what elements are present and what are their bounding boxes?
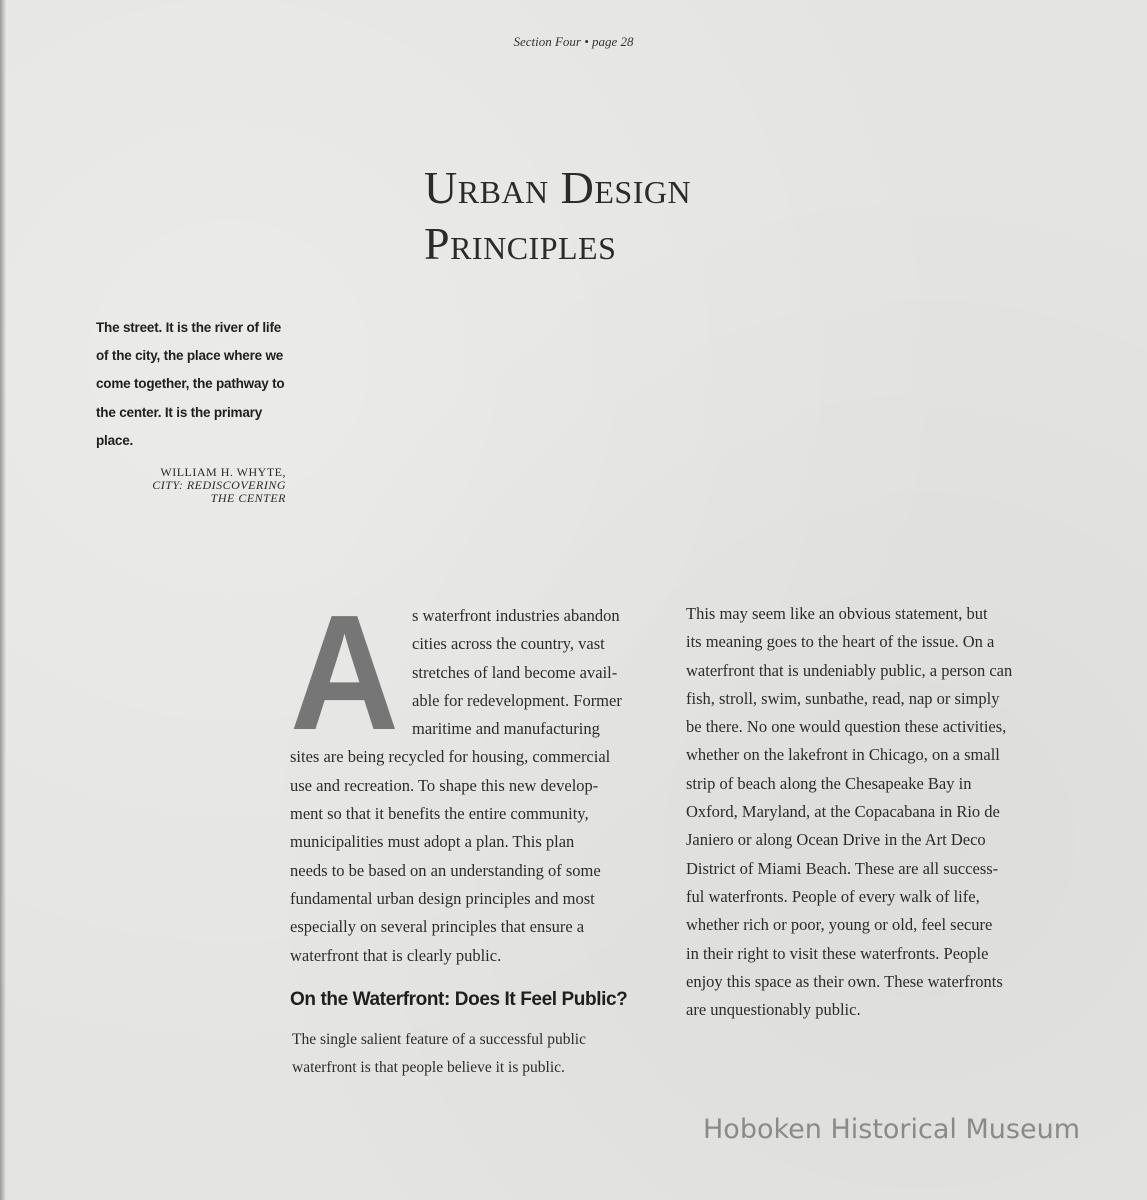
paragraph-line: especially on several principles that ensure a [290, 917, 585, 937]
paragraph-line: fish, stroll, swim, sunbathe, read, nap or simply [686, 688, 1000, 708]
paragraph-line: strip of beach along the Chesapeake Bay in [686, 773, 972, 793]
paragraph-line: fundamental urban design principles and most [290, 888, 595, 908]
epigraph-attribution [96, 466, 286, 505]
page-title [424, 160, 844, 272]
paragraph-line: waterfront is that people believe it is public. [292, 1059, 565, 1076]
paragraph-line: municipalities must adopt a plan. This plan [290, 832, 575, 852]
title-line-2: Principles [424, 218, 617, 269]
paragraph-line: maritime and manufacturing [412, 719, 600, 739]
paragraph-line: in their right to visit these waterfronts. People [686, 943, 989, 963]
paragraph-line: are unquestionably public. [686, 1000, 861, 1020]
epigraph-source-line-1: CITY: REDISCOVERING [152, 478, 286, 492]
subsection-paragraph [292, 1026, 652, 1082]
body-column-2 [686, 600, 1056, 1024]
paragraph-line: s waterfront industries abandon [412, 606, 620, 625]
body-column-1 [290, 581, 652, 970]
paragraph-line: District of Miami Beach. These are all success- [686, 858, 999, 878]
paragraph-line: The single salient feature of a successful public [292, 1031, 586, 1048]
paragraph-line: waterfront that is clearly public. [290, 945, 502, 965]
paragraph-line: cities across the country, vast [412, 634, 605, 654]
paragraph-line: needs to be based on an understanding of some [290, 860, 601, 880]
paragraph-line: waterfront that is undeniably public, a person can [686, 660, 1013, 680]
epigraph-author: WILLIAM H. WHYTE, [160, 465, 286, 479]
paragraph-line: whether on the lakefront in Chicago, on a small [686, 745, 1000, 765]
paragraph-line: its meaning goes to the heart of the issue. On a [686, 632, 995, 652]
paragraph-line: Janiero or along Ocean Drive in the Art Deco [686, 830, 986, 850]
paragraph-line: Oxford, Maryland, at the Copacabana in Rio de [686, 802, 1000, 822]
paragraph-line: use and recreation. To shape this new develop- [290, 775, 599, 795]
epigraph-source-line-2: THE CENTER [210, 491, 286, 505]
title-line-1: Urban Design [424, 162, 692, 213]
drop-cap: A [290, 581, 399, 764]
paragraph-line: sites are being recycled for housing, commercial [290, 747, 611, 767]
running-head: Section Four • page 28 [513, 34, 634, 49]
paragraph-line: ful waterfronts. People of every walk of life, [686, 886, 980, 906]
paragraph-line: ment so that it benefits the entire community, [290, 804, 589, 824]
museum-watermark: Hoboken Historical Museum [703, 1114, 1081, 1145]
paragraph-line: enjoy this space as their own. These waterfronts [686, 971, 1003, 991]
section-subheading: On the Waterfront: Does It Feel Public? [290, 989, 628, 1010]
paragraph-line: whether rich or poor, young or old, feel secure [686, 915, 993, 935]
paragraph-line: stretches of land become avail- [412, 662, 618, 682]
paragraph-line: be there. No one would question these activities, [686, 717, 1007, 737]
epigraph-quote: The street. It is the river of life of the city, the place where we come together, the pathway to the center. It is the primary place. [96, 320, 285, 448]
paragraph-line: able for redevelopment. Former [412, 690, 622, 710]
page-binding-shadow [0, 0, 6, 1200]
paragraph-line: This may seem like an obvious statement, but [686, 604, 988, 623]
